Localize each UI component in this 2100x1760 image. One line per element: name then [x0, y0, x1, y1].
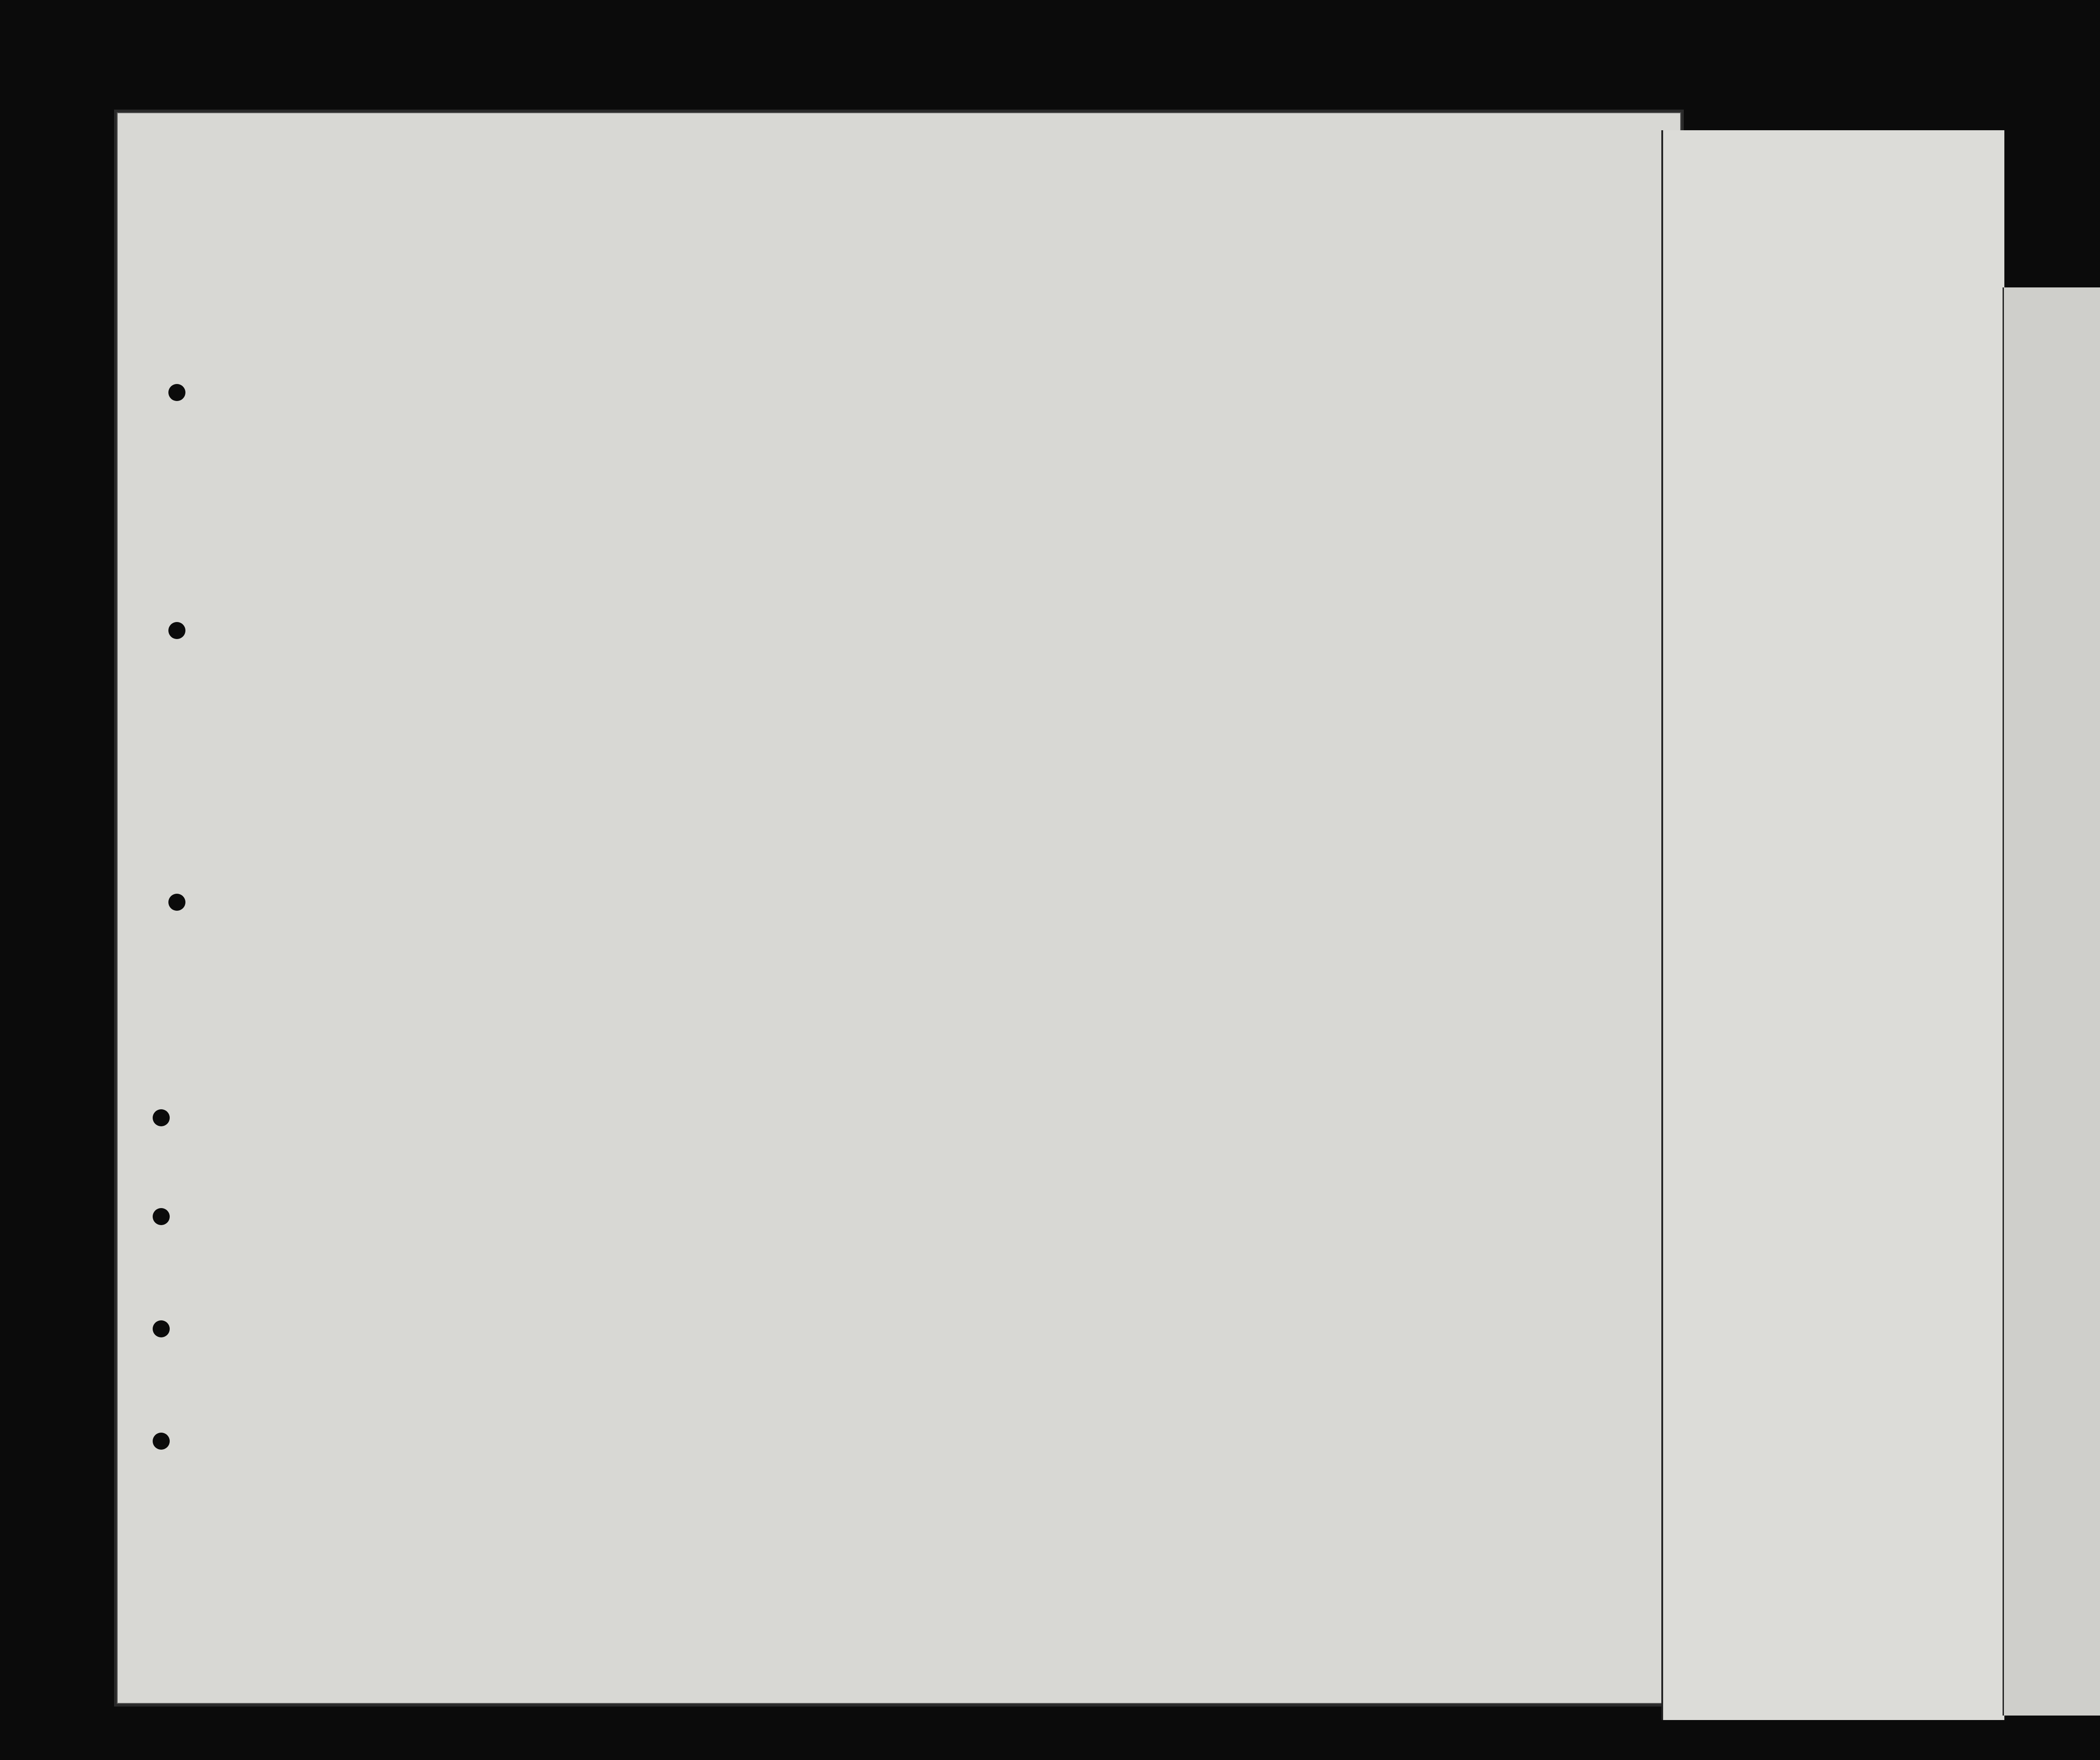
right-edge-strip — [2003, 287, 2100, 1716]
binder-hole — [153, 1320, 170, 1337]
binder-hole — [153, 1433, 170, 1450]
binder-hole — [168, 894, 185, 911]
overlay-sheet — [1661, 130, 2004, 1720]
binder-hole — [168, 384, 185, 401]
binder-hole — [153, 1109, 170, 1126]
binder-hole — [168, 622, 185, 639]
binder-hole — [153, 1208, 170, 1225]
manifest-sheet — [117, 112, 1681, 1704]
